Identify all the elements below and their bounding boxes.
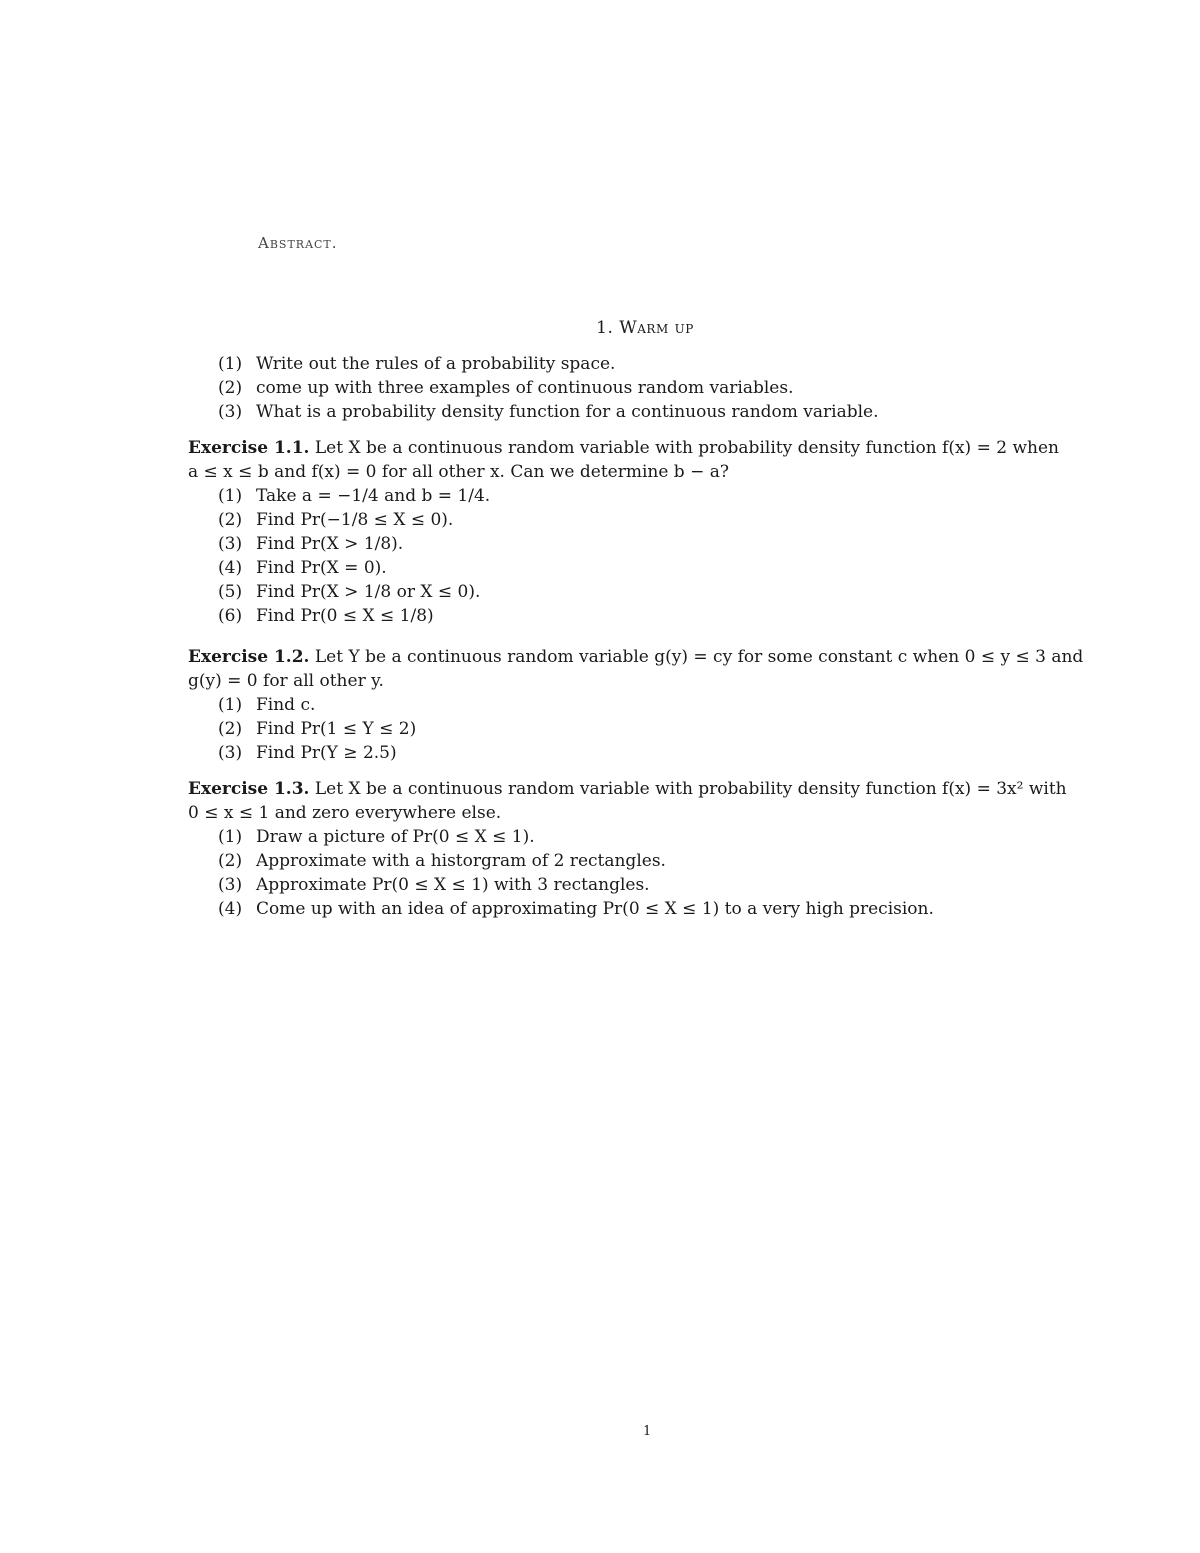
list-item-text: What is a probability density function for a continuous random variable. — [256, 402, 879, 422]
exercise-1-1 — [188, 436, 1106, 628]
exercise-statement — [188, 777, 1106, 801]
list-item-number: (2) — [218, 851, 243, 871]
list-item — [188, 897, 1106, 921]
list-item-number: (4) — [218, 899, 243, 919]
exercise-label: Exercise 1.2. — [188, 647, 310, 667]
list-item — [188, 741, 1106, 765]
list-item — [188, 556, 1106, 580]
list-item-number: (1) — [218, 827, 243, 847]
list-item — [188, 717, 1106, 741]
list-item-number: (2) — [218, 719, 243, 739]
list-item — [188, 580, 1106, 604]
list-item-number: (5) — [218, 582, 243, 602]
list-item-text: Find Pr(X > 1/8). — [256, 534, 404, 554]
list-item-number: (2) — [218, 510, 243, 530]
list-item-number: (1) — [218, 354, 243, 374]
list-item-number: (3) — [218, 743, 243, 763]
exercise-statement-line: a ≤ x ≤ b and f(x) = 0 for all other x. Can we determine b − a? — [188, 462, 729, 482]
warmup-list — [188, 352, 1106, 424]
exercise-statement-line: Let X be a continuous random variable with probability density function f(x) = 2 when — [314, 438, 1059, 458]
list-item — [188, 693, 1106, 717]
list-item-text: Approximate with a historgram of 2 rectangles. — [256, 851, 666, 871]
exercise-1-2 — [188, 645, 1106, 765]
list-item-text: Write out the rules of a probability space. — [256, 354, 616, 374]
list-item — [188, 376, 1106, 400]
list-item-number: (3) — [218, 875, 243, 895]
list-item — [188, 825, 1106, 849]
page-number: 1 — [643, 1424, 652, 1439]
list-item-number: (4) — [218, 558, 243, 578]
list-item-text: Approximate Pr(0 ≤ X ≤ 1) with 3 rectangles. — [256, 875, 650, 895]
list-item — [188, 849, 1106, 873]
list-item-number: (1) — [218, 695, 243, 715]
list-item-text: Find Pr(X > 1/8 or X ≤ 0). — [256, 582, 481, 602]
exercise-statement-continued — [188, 460, 1106, 484]
list-item — [188, 508, 1106, 532]
list-item — [188, 604, 1106, 628]
exercise-statement-line: Let X be a continuous random variable with probability density function f(x) = 3x² with — [314, 779, 1067, 799]
list-item-text: Take a = −1/4 and b = 1/4. — [256, 486, 491, 506]
exercise-label: Exercise 1.3. — [188, 779, 310, 799]
exercise-statement-continued — [188, 801, 1106, 825]
exercise-statement — [188, 645, 1106, 669]
exercise-1-3 — [188, 777, 1106, 921]
list-item-number: (3) — [218, 534, 243, 554]
abstract-label: Abstract. — [258, 234, 338, 252]
exercise-statement-line: Let Y be a continuous random variable g(y) = cy for some constant c when 0 ≤ y ≤ 3 and — [314, 647, 1084, 667]
section-title: 1. Warm up — [596, 318, 694, 338]
list-item — [188, 532, 1106, 556]
exercise-label: Exercise 1.1. — [188, 438, 310, 458]
list-item-text: Find Pr(−1/8 ≤ X ≤ 0). — [256, 510, 454, 530]
list-item-number: (1) — [218, 486, 243, 506]
list-item-text: Find Pr(Y ≥ 2.5) — [256, 743, 397, 763]
list-item-number: (2) — [218, 378, 243, 398]
list-item-text: Find Pr(1 ≤ Y ≤ 2) — [256, 719, 417, 739]
list-item-text: Find Pr(0 ≤ X ≤ 1/8) — [256, 606, 434, 626]
list-item — [188, 484, 1106, 508]
list-item-number: (3) — [218, 402, 243, 422]
list-item-number: (6) — [218, 606, 243, 626]
list-item — [188, 873, 1106, 897]
list-item — [188, 352, 1106, 376]
exercise-statement-line: 0 ≤ x ≤ 1 and zero everywhere else. — [188, 803, 502, 823]
list-item-text: Come up with an idea of approximating Pr(0 ≤ X ≤ 1) to a very high precision. — [256, 899, 934, 919]
list-item-text: Find Pr(X = 0). — [256, 558, 387, 578]
exercise-statement — [188, 436, 1106, 460]
list-item-text: come up with three examples of continuous random variables. — [256, 378, 794, 398]
exercise-statement-continued — [188, 669, 1106, 693]
list-item — [188, 400, 1106, 424]
list-item-text: Find c. — [256, 695, 316, 715]
exercise-statement-line: g(y) = 0 for all other y. — [188, 671, 384, 691]
list-item-text: Draw a picture of Pr(0 ≤ X ≤ 1). — [256, 827, 535, 847]
